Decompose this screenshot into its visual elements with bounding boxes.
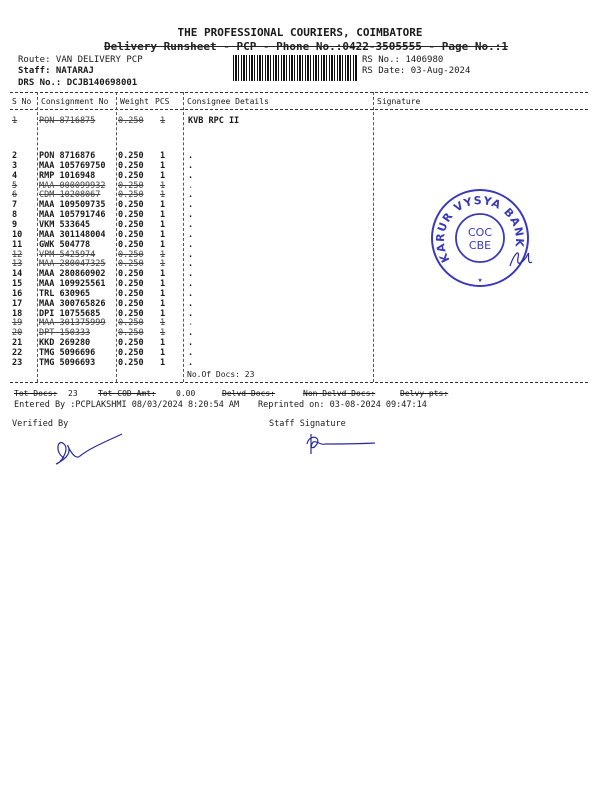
cell-weight: 0.250 [118,219,144,230]
cell-consignee: . [188,239,194,250]
tot-docs-label: Tot Docs: [14,389,58,398]
cell-sno: 17 [12,298,23,309]
cell-sno: 8 [12,210,18,221]
cell-pcs: 1 [160,170,166,181]
cell-consignee: . [188,160,194,171]
cell-consignee: . [188,170,194,181]
cell-consignee: KVB RPC II [188,116,240,126]
cell-consignee: . [188,180,194,191]
cell-consignee: . [188,190,194,201]
route-label: Route: VAN DELIVERY PCP [18,55,143,65]
cell-consignment: MAA 301148004 [39,229,106,240]
tot-cod-label: Tot COD Amt: [98,389,156,398]
stamp-line1: COC [467,226,493,239]
cell-sno: 4 [12,170,18,181]
cell-pcs: 1 [160,239,166,250]
col-header-pcs: PCS [155,97,170,106]
cell-consignee: . [188,210,194,221]
cell-consignment: MAA 000099932 [39,180,106,191]
cell-consignment: MAA 280047325 [39,259,106,270]
cell-sno: 10 [12,229,23,240]
cell-sno: 14 [12,269,23,280]
cell-weight: 0.250 [118,239,144,250]
cell-sno: 6 [12,190,18,201]
cell-weight: 0.250 [118,288,144,299]
table-row [0,299,600,309]
stamp-ring-text: KARUR VYSYA BANK [433,193,527,265]
cell-consignment: DPI 10755685 [39,308,101,319]
cell-consignment: PON 8716876 [39,151,96,161]
cell-sno: 22 [12,348,23,358]
cell-consignee: . [188,200,194,211]
cell-pcs: 1 [160,160,166,171]
cell-pcs: 1 [160,180,166,191]
cell-pcs: 1 [160,249,166,260]
table-row [0,328,600,338]
cell-weight: 0.250 [118,338,144,349]
cell-consignment: GWK 504778 [39,239,91,250]
stamp-initials [506,244,536,274]
cell-sno: 12 [12,249,23,260]
delvd-docs: Delvd Docs: [222,389,275,398]
cell-consignee: . [188,318,194,329]
cell-pcs: 1 [160,229,166,240]
cell-weight: 0.250 [118,151,144,161]
barcode [233,55,357,81]
cell-consignee: . [188,249,194,260]
cell-consignment: PON 8716875 [39,116,96,126]
cell-pcs: 1 [160,116,166,126]
cell-consignment: DPT 150333 [39,328,91,339]
cell-sno: 18 [12,308,23,319]
cell-sno: 20 [12,328,23,339]
cell-sno: 21 [12,338,23,349]
cell-sno: 5 [12,180,18,191]
cell-weight: 0.250 [118,116,144,126]
rs-date: RS Date: 03-Aug-2024 [362,66,471,76]
staff-signature [305,430,385,460]
cell-pcs: 1 [160,328,166,339]
cell-sno: 9 [12,219,18,230]
cell-consignment: MAA 105769750 [39,160,106,171]
star-icon: ★ [477,275,483,284]
cell-consignment: MAA 301375999 [39,318,106,329]
cell-consignment: TMG 5096696 [39,348,96,358]
cell-pcs: 1 [160,318,166,329]
cell-consignment: MAA 109509735 [39,200,106,211]
cell-weight: 0.250 [118,180,144,191]
col-header-signature: Signature [377,97,421,106]
cell-pcs: 1 [160,288,166,299]
cell-consignee: . [188,348,194,358]
cell-weight: 0.250 [118,318,144,329]
table-row [0,116,600,126]
table-row [0,151,600,161]
tot-docs-value: 23 [68,389,78,398]
cell-pcs: 1 [160,151,166,161]
cell-weight: 0.250 [118,308,144,319]
table-top-rule [10,92,588,93]
cell-weight: 0.250 [118,279,144,290]
cell-consignment: CDM 10208067 [39,190,101,201]
drs-number: DRS No.: DCJB140698001 [18,78,138,88]
cell-pcs: 1 [160,269,166,280]
cell-pcs: 1 [160,200,166,211]
cell-consignee: . [188,269,194,280]
non-delvd-docs: Non Delvd Docs: [303,389,376,398]
cell-sno: 13 [12,259,23,270]
cell-consignment: TMG 5096693 [39,357,96,368]
cell-sno: 19 [12,318,23,329]
tot-cod-value: 0.00 [176,389,196,398]
cell-consignee: . [188,357,194,368]
document-subtitle: Delivery Runsheet - PCP - Phone No.:0422-3505555 - Page No.:1 [104,40,508,53]
cell-pcs: 1 [160,298,166,309]
cell-consignee: . [188,279,194,290]
staff-label: Staff: NATARAJ [18,66,94,76]
cell-sno: 3 [12,160,18,171]
cell-consignee: . [188,219,194,230]
no-of-docs: No.Of Docs: 23 [187,370,255,379]
reprinted-on: Reprinted on: 03-08-2024 09:47:14 [258,400,427,410]
cell-weight: 0.250 [118,259,144,270]
cell-weight: 0.250 [118,328,144,339]
table-row [0,348,600,358]
cell-consignee: . [188,259,194,270]
cell-pcs: 1 [160,308,166,319]
cell-consignee: . [188,308,194,319]
cell-consignee: . [188,229,194,240]
cell-consignment: MAA 300765826 [39,298,106,309]
cell-pcs: 1 [160,210,166,221]
cell-pcs: 1 [160,219,166,230]
col-header-consignee: Consignee Details [187,97,269,106]
cell-consignment: MAA 105791746 [39,210,106,221]
col-header-sno: S No [12,97,32,106]
col-header-weight: Weight [120,97,149,106]
cell-weight: 0.250 [118,170,144,181]
table-row [0,161,600,171]
cell-pcs: 1 [160,279,166,290]
cell-sno: 11 [12,239,23,250]
cell-consignment: TRL 630965 [39,288,91,299]
cell-sno: 7 [12,200,18,211]
cell-consignment: RMP 1016948 [39,170,96,181]
cell-consignment: MAA 109925561 [39,279,106,290]
table-row [0,289,600,299]
rs-number: RS No.: 1406980 [362,55,444,65]
entered-by: Entered By :PCPLAKSHMI 08/03/2024 8:20:54 AM [14,400,240,410]
table-header-rule [10,109,588,110]
cell-consignment: VKM 533645 [39,219,91,230]
verifier-signature [50,432,130,470]
cell-sno: 15 [12,279,23,290]
cell-weight: 0.250 [118,229,144,240]
cell-sno: 23 [12,357,23,368]
bank-stamp [428,186,532,290]
table-row [0,338,600,348]
cell-weight: 0.250 [118,160,144,171]
cell-consignee: . [188,328,194,339]
col-header-consignment: Consignment No [41,97,109,106]
table-row [0,318,600,328]
cell-consignment: KKD 269280 [39,338,91,349]
table-row [0,309,600,319]
cell-pcs: 1 [160,348,166,358]
cell-weight: 0.250 [118,190,144,201]
cell-weight: 0.250 [118,249,144,260]
cell-sno: 2 [12,151,18,161]
cell-sno: 1 [12,116,18,126]
table-row [0,358,600,368]
cell-consignee: . [188,151,194,161]
cell-weight: 0.250 [118,357,144,368]
cell-weight: 0.250 [118,200,144,211]
cell-consignee: . [188,288,194,299]
cell-pcs: 1 [160,338,166,349]
cell-pcs: 1 [160,190,166,201]
cell-consignment: VPM 5425974 [39,249,96,260]
cell-weight: 0.250 [118,298,144,309]
stamp-line2: CBE [468,239,492,252]
verified-by-label: Verified By [12,419,69,429]
cell-consignee: . [188,298,194,309]
staff-signature-label: Staff Signature [269,419,346,429]
cell-weight: 0.250 [118,348,144,358]
table-bottom-rule [10,382,588,383]
cell-consignee: . [188,338,194,349]
cell-weight: 0.250 [118,269,144,280]
cell-weight: 0.250 [118,210,144,221]
cell-consignment: MAA 280860902 [39,269,106,280]
delvy-pts: Delvy pts: [400,389,449,398]
cell-pcs: 1 [160,357,166,368]
table-row [0,171,600,181]
cell-pcs: 1 [160,259,166,270]
cell-sno: 16 [12,288,23,299]
document-title: THE PROFESSIONAL COURIERS, COIMBATORE [177,26,423,39]
